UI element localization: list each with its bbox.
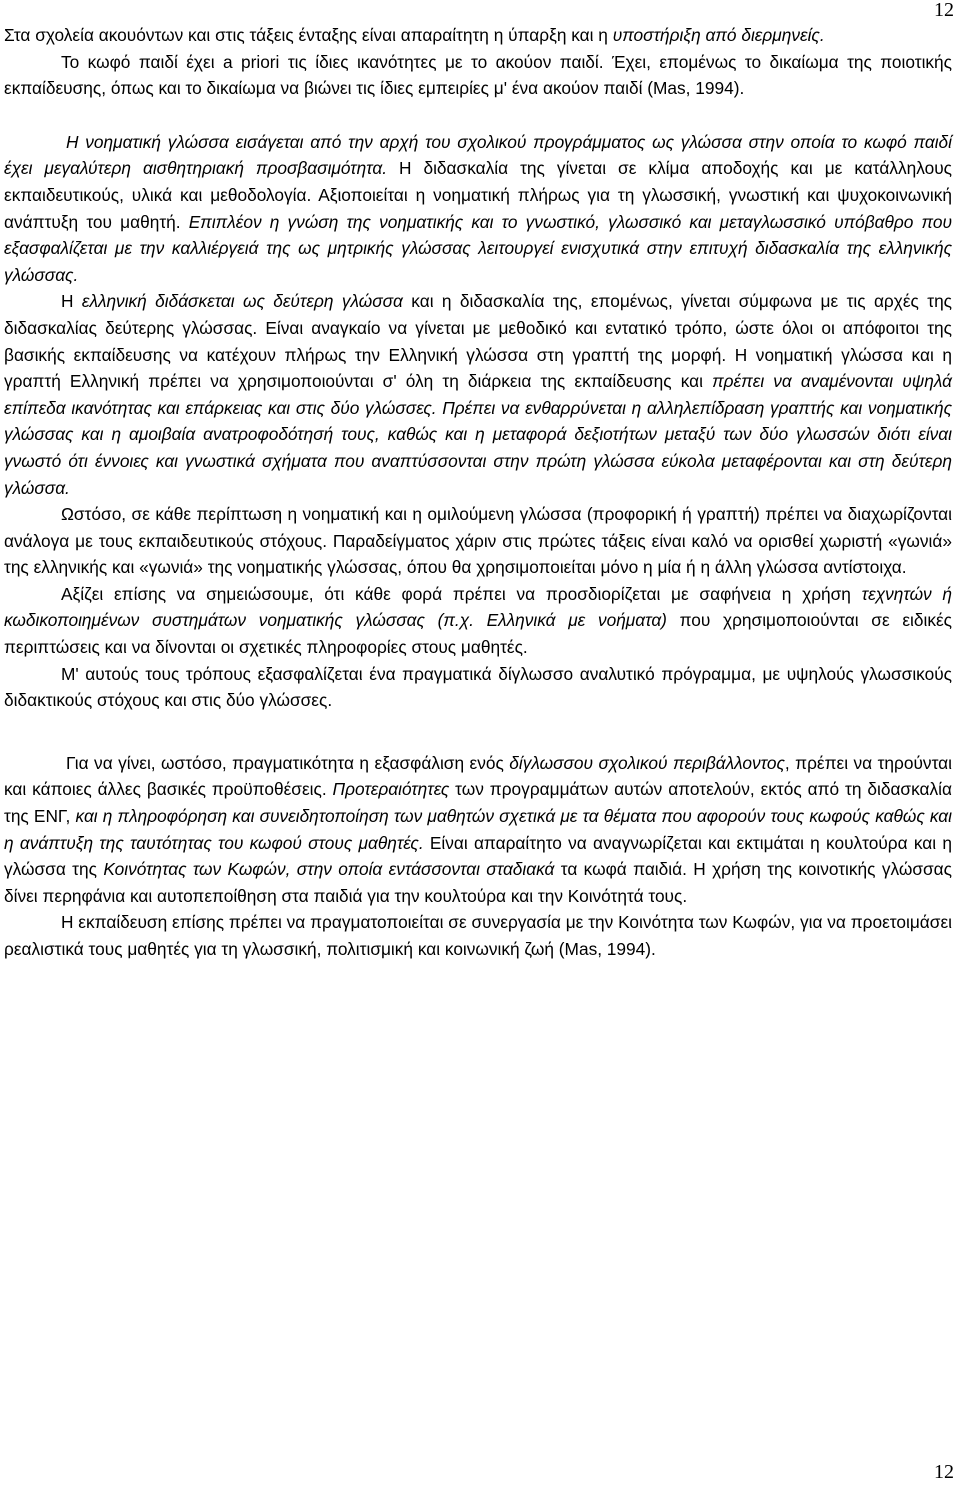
p3-italic-2: Επιπλέον η γνώση της νοηματικής και το γνωστικό, γλωσσικό και μεταγλωσσικό υπόβαθρο που εξασφαλίζεται με την καλλιέργειά της ως μητρικής γλώσσας λειτουργεί ενισχυτικά στην επιτυχή διδασκαλία της ελληνικής γλώσσας.	[4, 211, 952, 285]
paragraph-5	[4, 501, 952, 581]
p2-text: Το κωφό παιδί έχει a priori τις ίδιες ικανότητες με το ακούον παιδί. Έχει, επομένως το δικαίωμα της ποιοτικής εκπαίδευσης, όπως και το δικαίωμα να βιώνει τις ίδιες εμπειρίες μ' ένα ακούον παιδί (Mas, 1994).	[4, 51, 952, 99]
p8-text-3: των προγραμμάτων αυτών αποτελούν, εκτός από τη διδασκαλία της ΕΝΓ,	[4, 779, 952, 827]
p3-text: Η διδασκαλία της γίνεται σε κλίμα αποδοχής και με κατάλληλους εκπαιδευτικούς, υλικά και μεθοδολογία. Αξιοποιείται η νοηματική πλήρως για τη γλωσσική, γνωστική και ψυχοκοινωνική ανάπτυξη του μαθητή.	[4, 158, 952, 232]
p8-italic-2: Προτεραιότητες	[332, 779, 450, 800]
p4-text-1: Η	[61, 291, 82, 312]
p7-text: Μ' αυτούς τους τρόπους εξασφαλίζεται ένα πραγματικά δίγλωσσο αναλυτικό πρόγραμμα, με υψηλούς γλωσσικούς διδακτικούς στόχους και στις δύο γλώσσες.	[4, 663, 952, 711]
p1-text: Στα σχολεία ακουόντων και στις τάξεις ένταξης είναι απαραίτητη η ύπαρξη και η	[4, 25, 613, 45]
paragraph-9	[4, 909, 952, 962]
p9-text: Η εκπαίδευση επίσης πρέπει να πραγματοποιείται σε συνεργασία με την Κοινότητα των Κωφών, για να προετοιμάσει ρεαλιστικά τους μαθητές για τη γλωσσική, πολιτισμική και κοινωνική ζωή (Mas, 1994).	[4, 912, 952, 959]
paragraph-8	[4, 750, 952, 910]
paragraph-4	[4, 288, 952, 501]
paragraph-3	[4, 129, 952, 289]
p4-italic-2: πρέπει να αναμένονται υψηλά επίπεδα ικανότητας και επάρκειας και στις δύο γλώσσες. Πρέπει να ενθαρρύνεται η αλληλεπίδραση γραπτής και νοηματικής γλώσσας και η αμοιβαία ανατροφοδότησή τους, καθώς και η μεταφορά δεξιοτήτων μεταξύ των δύο γλωσσών διότι είναι γνωστό ότι έννοιες και γνωστικά σχήματα που αναπτύσσονται στην πρώτη γλώσσα εύκολα μεταφέρονται και στη δεύτερη γλώσσα.	[4, 371, 952, 498]
paragraph-2	[4, 49, 952, 102]
p8-text-5: τα κωφά παιδιά. Η χρήση της κοινοτικής γλώσσας δίνει περηφάνια και αυτοπεποίθηση στα παιδιά για την κουλτούρα και την Κοινότητά τους.	[4, 859, 952, 906]
page-number-top: 12	[934, 0, 954, 21]
page-number-bottom: 12	[934, 1461, 954, 1483]
p6-italic: τεχνητών ή κωδικοποιημένων συστημάτων νοηματικής γλώσσας (π.χ. Ελληνικά με νοήματα)	[4, 583, 952, 631]
p3-italic-1: Η νοηματική γλώσσα εισάγεται από την αρχή του σχολικού προγράμματος ως γλώσσα στην οποία το κωφό παιδί έχει μεγαλύτερη αισθητηριακή προσβασιμότητα.	[4, 131, 952, 179]
p8-italic-4: Κοινότητας των Κωφών, στην οποία εντάσσονται σταδιακά	[103, 859, 555, 880]
p8-text-1: Για να γίνει, ωστόσο, πραγματικότητα η εξασφάλιση ενός	[66, 752, 510, 773]
p8-italic-3: και η πληροφόρηση και συνειδητοποίηση των μαθητών σχετικά με τα θέματα που αφορούν τους κωφούς καθώς και η ανάπτυξη της ταυτότητας του κωφού στους μαθητές.	[4, 806, 953, 853]
p6-text-2: που χρησιμοποιούνται σε ειδικές περιπτώσεις και να δίνονται οι σχετικές πληροφορίες στους μαθητές.	[4, 610, 953, 658]
p6-text-1: Αξίζει επίσης να σημειώσουμε, ότι κάθε φορά πρέπει να προσδιορίζεται με σαφήνεια η χρήση	[61, 583, 862, 604]
p5-text: Ωστόσο, σε κάθε περίπτωση η νοηματική και η ομιλούμενη γλώσσα (προφορική ή γραπτή) πρέπει να διαχωρίζονται ανάλογα με τους εκπαιδευτικούς στόχους. Παραδείγματος χάριν στις πρώτες τάξεις είναι καλό να ορισθεί χωριστή «γωνιά» της ελληνικής και «γωνιά» της νοηματικής γλώσσας, όπου θα χρησιμοποιείται μόνο η μία ή η άλλη γλώσσα αντίστοιχα.	[4, 504, 952, 578]
p8-text-4: Είναι απαραίτητο να αναγνωρίζεται και εκτιμάται η κουλτούρα και η γλώσσα της	[4, 832, 952, 880]
paragraph-6	[4, 581, 952, 661]
p4-italic-1: ελληνική διδάσκεται ως δεύτερη γλώσσα	[81, 291, 403, 312]
paragraph-1	[4, 22, 952, 49]
paragraph-7	[4, 661, 952, 714]
p8-italic-1: δίγλωσσου σχολικού περιβάλλοντος	[509, 752, 785, 773]
body-text	[4, 22, 952, 963]
p4-text-2: και η διδασκαλία της, επομένως, γίνεται σύμφωνα με τις αρχές της διδασκαλίας δεύτερης γλώσσας. Είναι αναγκαίο να γίνεται με μεθοδικό και εντατικό τρόπο, ώστε όλοι οι απόφοιτοι της βασικής εκπαίδευσης να κατέχουν πλήρως την Ελληνική γλώσσα στη γραπτή της μορφή. Η νοηματική γλώσσα και η γραπτή Ελληνική πρέπει να χρησιμοποιούνται σ' όλη τη διάρκεια της εκπαίδευσης και	[4, 291, 953, 392]
p1-italic: υποστήριξη από διερμηνείς.	[612, 25, 825, 45]
p8-text-2: , πρέπει να τηρούνται και κάποιες άλλες βασικές προϋποθέσεις.	[4, 752, 952, 800]
